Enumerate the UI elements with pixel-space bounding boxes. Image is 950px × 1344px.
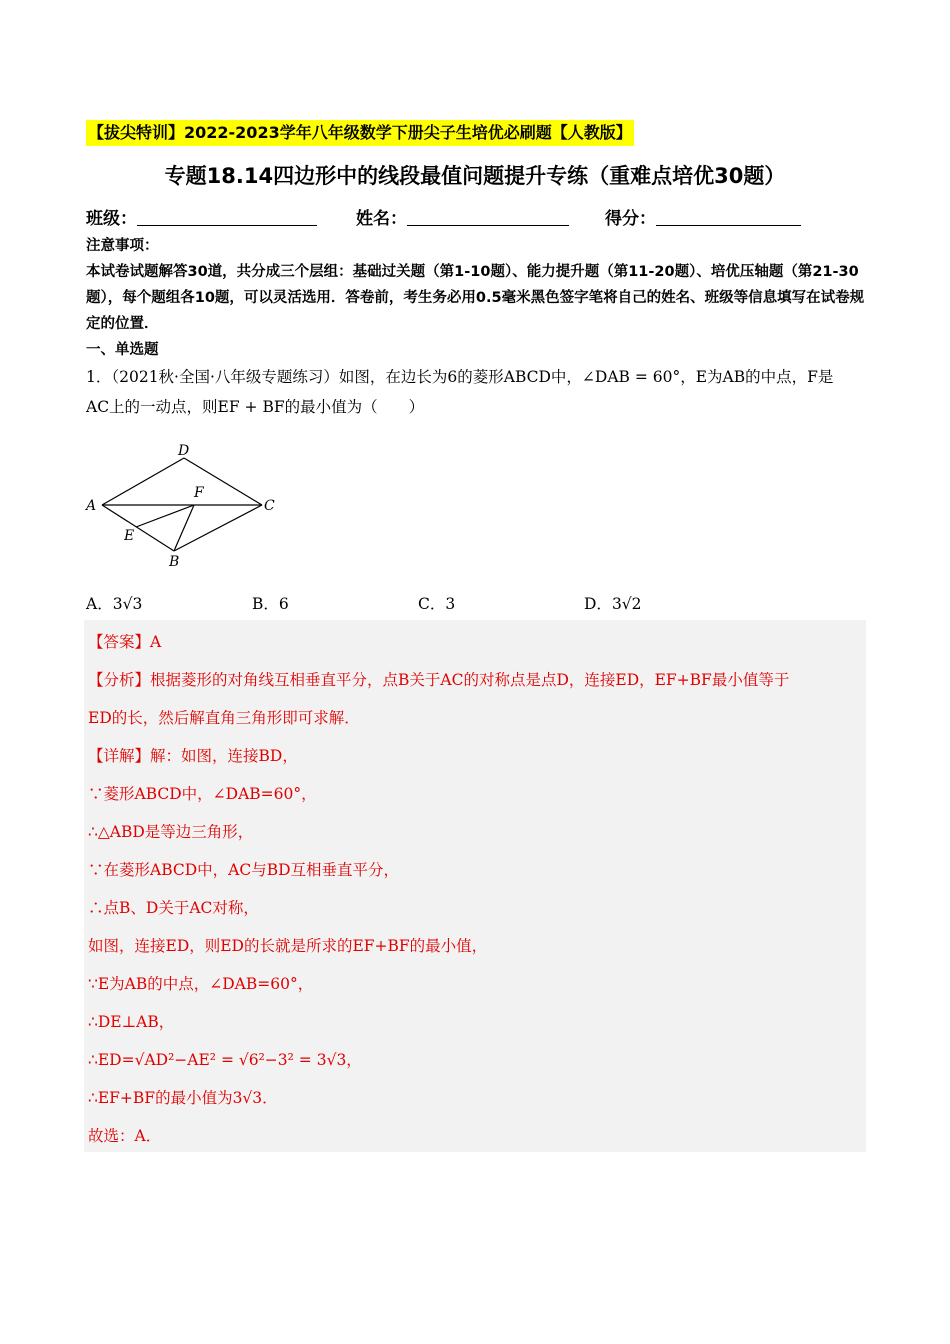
answer-line: 【答案】A xyxy=(88,633,162,651)
label-e: E xyxy=(124,528,135,544)
detail-line-7: ∵E为AB的中点，∠DAB=60°， xyxy=(88,975,314,993)
option-a-value: 3√3 xyxy=(112,595,143,613)
analysis-line-2: ED的长，然后解直角三角形即可求解． xyxy=(88,709,360,727)
notes-body: 本试卷试题解答30道，共分成三个层组：基础过关题（第1-10题）、能力提升题（第11-20题）、培优压轴题（第21-30题），每个题组各10题，可以灵活选用．答卷前，考生务必用0.5毫米黑色签字笔将自己的姓名、班级等信息填写在试卷规定的位置． xyxy=(86,264,865,332)
option-c-value: 3 xyxy=(445,595,456,613)
notes xyxy=(86,233,868,363)
header-banner: 【拔尖特训】2022-2023学年八年级数学下册尖子生培优必刷题【人教版】 xyxy=(86,120,634,146)
label-c: C xyxy=(264,498,275,514)
detail-line-4: ∵在菱形ABCD中，AC与BD互相垂直平分， xyxy=(88,861,400,879)
notes-heading: 注意事项： xyxy=(86,238,159,254)
answer-panel xyxy=(84,620,866,1152)
detail-line-1: 【详解】解：如图，连接BD， xyxy=(88,747,298,765)
option-a-letter: A． xyxy=(86,595,113,613)
option-d[interactable] xyxy=(584,592,642,614)
page-title: 专题18.14四边形中的线段最值问题提升专练（重难点培优30题） xyxy=(164,164,786,188)
detail-line-11: 故选：A． xyxy=(88,1127,162,1145)
detail-line-10: ∴EF+BF的最小值为3√3． xyxy=(88,1089,278,1107)
name-blank[interactable] xyxy=(407,207,569,226)
option-c[interactable] xyxy=(418,592,455,614)
question-line-1: 1．（2021秋·全国·八年级专题练习）如图，在边长为6的菱形ABCD中，∠DAB = 60°，E为AB的中点，F是 xyxy=(86,368,834,386)
detail-line-5: ∴点B、D关于AC对称， xyxy=(88,899,259,917)
class-blank[interactable] xyxy=(137,207,317,226)
option-b-letter: B． xyxy=(252,595,279,613)
name-field xyxy=(356,204,569,229)
label-f: F xyxy=(194,485,204,501)
class-label: 班级： xyxy=(86,209,137,229)
detail-line-6: 如图，连接ED，则ED的长就是所求的EF+BF的最小值， xyxy=(88,937,488,955)
detail-line-8: ∴DE⊥AB， xyxy=(88,1013,175,1031)
detail-line-2: ∵菱形ABCD中，∠DAB=60°， xyxy=(88,785,317,803)
section-heading: 一、单选题 xyxy=(86,342,159,358)
question-line-2: AC上的一动点，则EF + BF的最小值为（ ） xyxy=(86,398,425,416)
option-d-value: 3√2 xyxy=(611,595,642,613)
detail-line-3: ∴△ABD是等边三角形， xyxy=(88,823,254,841)
score-field xyxy=(605,204,801,229)
option-d-letter: D． xyxy=(584,595,612,613)
option-c-letter: C． xyxy=(418,595,446,613)
question-1 xyxy=(86,362,868,422)
analysis-line-1: 【分析】根据菱形的对角线互相垂直平分，点B关于AC的对称点是点D，连接ED，EF+BF最小值等于 xyxy=(88,671,790,689)
name-label: 姓名： xyxy=(356,209,407,229)
score-blank[interactable] xyxy=(656,207,801,226)
class-field xyxy=(86,204,317,229)
option-b-value: 6 xyxy=(278,595,289,613)
detail-line-9: ∴ED=√AD²−AE² = √6²−3² = 3√3， xyxy=(88,1051,362,1069)
option-b[interactable] xyxy=(252,592,289,614)
option-a[interactable] xyxy=(86,592,142,614)
label-b: B xyxy=(169,554,180,570)
label-d: D xyxy=(178,443,190,459)
score-label: 得分： xyxy=(605,209,656,229)
rhombus-figure xyxy=(84,438,284,572)
label-a: A xyxy=(86,498,97,514)
